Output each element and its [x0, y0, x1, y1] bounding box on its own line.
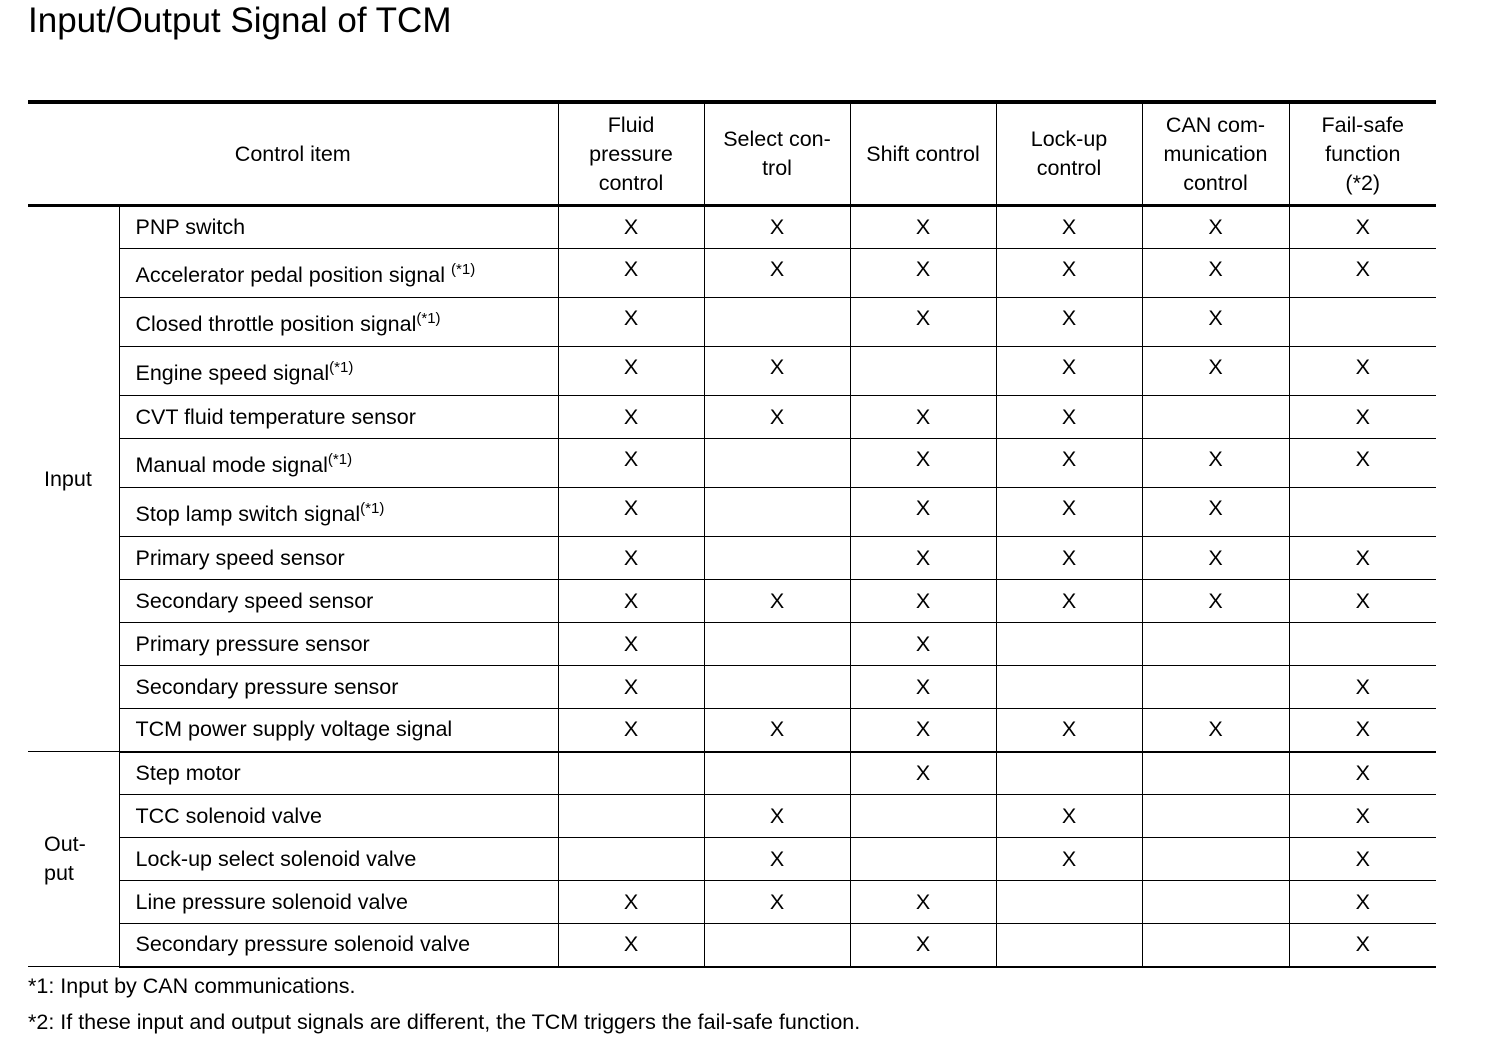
footnote-ref: (*1) — [451, 260, 476, 278]
mark-cell — [704, 623, 850, 666]
mark-cell: X — [850, 249, 996, 298]
mark-cell: X — [996, 580, 1142, 623]
footnote-ref: (*1) — [360, 499, 385, 517]
mark-cell: X — [1289, 924, 1436, 967]
mark-cell: X — [704, 838, 850, 881]
control-item-label: Primary pressure sensor — [135, 631, 370, 656]
mark-cell: X — [1289, 396, 1436, 439]
mark-cell — [1142, 396, 1289, 439]
mark-cell: X — [1289, 752, 1436, 795]
footnote-1: *1: Input by CAN communications. — [28, 974, 356, 998]
mark-cell: X — [558, 206, 704, 249]
mark-cell — [704, 537, 850, 580]
mark-cell — [1289, 623, 1436, 666]
header-select-control: Select con- trol — [704, 102, 850, 206]
mark-cell: X — [704, 709, 850, 752]
mark-cell — [1289, 298, 1436, 347]
mark-cell: X — [1142, 580, 1289, 623]
group-label: Out- put — [28, 752, 119, 967]
mark-cell: X — [1142, 206, 1289, 249]
mark-cell: X — [850, 298, 996, 347]
mark-cell: X — [850, 752, 996, 795]
mark-cell: X — [1142, 439, 1289, 488]
mark-cell: X — [558, 488, 704, 537]
control-item-label: CVT fluid temperature sensor — [135, 404, 416, 429]
control-item-cell — [119, 795, 558, 838]
mark-cell — [704, 752, 850, 795]
mark-cell — [704, 439, 850, 488]
header-can-communication-control: CAN com- munication control — [1142, 102, 1289, 206]
mark-cell: X — [850, 580, 996, 623]
mark-cell — [996, 623, 1142, 666]
mark-cell: X — [704, 396, 850, 439]
mark-cell — [1142, 924, 1289, 967]
footnote-2: *2: If these input and output signals are different, the TCM triggers the fail-safe function. — [28, 1010, 861, 1034]
mark-cell: X — [1289, 439, 1436, 488]
control-item-cell — [119, 206, 558, 249]
mark-cell: X — [996, 206, 1142, 249]
mark-cell: X — [850, 439, 996, 488]
control-item-cell — [119, 838, 558, 881]
control-item-cell — [119, 580, 558, 623]
mark-cell — [1142, 881, 1289, 924]
mark-cell: X — [850, 924, 996, 967]
header-fluid-pressure-control: Fluid pressure control — [558, 102, 704, 206]
table-row — [28, 752, 1436, 795]
table-body — [28, 206, 1436, 967]
table-row — [28, 439, 1436, 488]
mark-cell — [1142, 666, 1289, 709]
footnote-ref: (*1) — [416, 309, 441, 327]
mark-cell: X — [704, 249, 850, 298]
mark-cell: X — [704, 795, 850, 838]
control-item-label: TCC solenoid valve — [135, 803, 322, 828]
mark-cell: X — [1142, 488, 1289, 537]
mark-cell — [704, 488, 850, 537]
mark-cell: X — [850, 396, 996, 439]
mark-cell: X — [704, 881, 850, 924]
control-item-cell — [119, 298, 558, 347]
mark-cell: X — [558, 580, 704, 623]
mark-cell: X — [850, 623, 996, 666]
table-row — [28, 347, 1436, 396]
mark-cell: X — [1142, 537, 1289, 580]
control-item-label: Step motor — [135, 760, 241, 785]
mark-cell: X — [558, 249, 704, 298]
header-row — [28, 102, 1436, 206]
mark-cell: X — [996, 488, 1142, 537]
mark-cell — [558, 795, 704, 838]
table-row — [28, 666, 1436, 709]
control-item-label: Stop lamp switch signal — [135, 501, 361, 526]
mark-cell: X — [1289, 580, 1436, 623]
mark-cell: X — [558, 396, 704, 439]
mark-cell — [558, 752, 704, 795]
mark-cell: X — [996, 396, 1142, 439]
control-item-cell — [119, 623, 558, 666]
control-item-cell — [119, 347, 558, 396]
mark-cell — [850, 795, 996, 838]
mark-cell: X — [1289, 666, 1436, 709]
table-row — [28, 924, 1436, 967]
table-row — [28, 838, 1436, 881]
mark-cell: X — [1289, 709, 1436, 752]
table-row — [28, 396, 1436, 439]
control-item-label: Secondary speed sensor — [135, 588, 374, 613]
mark-cell — [558, 838, 704, 881]
mark-cell — [704, 298, 850, 347]
mark-cell: X — [996, 439, 1142, 488]
mark-cell — [996, 752, 1142, 795]
mark-cell: X — [850, 881, 996, 924]
control-item-label: Secondary pressure sensor — [135, 674, 399, 699]
mark-cell: X — [1289, 347, 1436, 396]
mark-cell: X — [996, 795, 1142, 838]
mark-cell: X — [1289, 881, 1436, 924]
mark-cell: X — [558, 666, 704, 709]
control-item-label: PNP switch — [135, 215, 246, 239]
footnote-ref: (*1) — [327, 450, 353, 468]
mark-cell — [1142, 752, 1289, 795]
mark-cell: X — [1289, 537, 1436, 580]
control-item-label: Manual mode signal — [135, 452, 328, 477]
header-fail-safe-function: Fail-safe function (*2) — [1289, 102, 1436, 206]
control-item-cell — [119, 881, 558, 924]
control-item-cell — [119, 396, 558, 439]
header-shift-control: Shift control — [850, 102, 996, 206]
mark-cell: X — [704, 580, 850, 623]
mark-cell: X — [1289, 206, 1436, 249]
mark-cell — [704, 924, 850, 967]
mark-cell: X — [850, 666, 996, 709]
page-title: Input/Output Signal of TCM — [28, 1, 452, 40]
mark-cell: X — [996, 838, 1142, 881]
table-row — [28, 580, 1436, 623]
control-item-label: Line pressure solenoid valve — [135, 889, 408, 914]
mark-cell — [704, 666, 850, 709]
mark-cell — [1142, 838, 1289, 881]
table-row — [28, 709, 1436, 752]
control-item-cell — [119, 752, 558, 795]
mark-cell: X — [996, 537, 1142, 580]
table-row — [28, 537, 1436, 580]
mark-cell: X — [558, 347, 704, 396]
control-item-cell — [119, 249, 558, 298]
header-control-item: Control item — [28, 102, 558, 206]
table-row — [28, 488, 1436, 537]
mark-cell — [996, 666, 1142, 709]
mark-cell: X — [996, 298, 1142, 347]
mark-cell: X — [996, 709, 1142, 752]
control-item-cell — [119, 439, 558, 488]
mark-cell — [850, 347, 996, 396]
control-item-label: TCM power supply voltage signal — [135, 717, 453, 742]
mark-cell — [1289, 488, 1436, 537]
control-item-cell — [119, 488, 558, 537]
header-lock-up-control: Lock-up control — [996, 102, 1142, 206]
footnote-ref: (*1) — [329, 358, 354, 376]
mark-cell: X — [558, 709, 704, 752]
table-header — [28, 102, 1436, 206]
control-item-label: Accelerator pedal position signal — [135, 262, 452, 287]
mark-cell: X — [1289, 795, 1436, 838]
mark-cell: X — [1142, 347, 1289, 396]
mark-cell: X — [850, 206, 996, 249]
table-row — [28, 206, 1436, 249]
mark-cell — [996, 881, 1142, 924]
mark-cell — [996, 924, 1142, 967]
mark-cell: X — [558, 439, 704, 488]
table-row — [28, 298, 1436, 347]
mark-cell: X — [850, 537, 996, 580]
mark-cell: X — [704, 206, 850, 249]
table-row — [28, 881, 1436, 924]
io-signal-table — [28, 100, 1436, 968]
mark-cell: X — [558, 924, 704, 967]
table-row — [28, 249, 1436, 298]
mark-cell: X — [1142, 298, 1289, 347]
group-label: Input — [28, 206, 119, 752]
mark-cell: X — [558, 298, 704, 347]
mark-cell: X — [1289, 838, 1436, 881]
control-item-label: Engine speed signal — [135, 360, 330, 385]
control-item-label: Lock-up select solenoid valve — [135, 846, 417, 871]
mark-cell: X — [996, 249, 1142, 298]
mark-cell: X — [558, 537, 704, 580]
control-item-cell — [119, 537, 558, 580]
mark-cell — [1142, 623, 1289, 666]
mark-cell: X — [558, 881, 704, 924]
table-row — [28, 795, 1436, 838]
mark-cell — [1142, 795, 1289, 838]
mark-cell: X — [558, 623, 704, 666]
control-item-label: Secondary pressure solenoid valve — [135, 932, 471, 957]
mark-cell: X — [1289, 249, 1436, 298]
control-item-label: Closed throttle position signal — [135, 311, 417, 336]
control-item-cell — [119, 924, 558, 967]
mark-cell: X — [1142, 709, 1289, 752]
table-row — [28, 623, 1436, 666]
mark-cell: X — [1142, 249, 1289, 298]
control-item-label: Primary speed sensor — [135, 545, 345, 570]
control-item-cell — [119, 666, 558, 709]
control-item-cell — [119, 709, 558, 752]
mark-cell: X — [850, 488, 996, 537]
mark-cell — [850, 838, 996, 881]
mark-cell: X — [850, 709, 996, 752]
mark-cell: X — [704, 347, 850, 396]
mark-cell: X — [996, 347, 1142, 396]
